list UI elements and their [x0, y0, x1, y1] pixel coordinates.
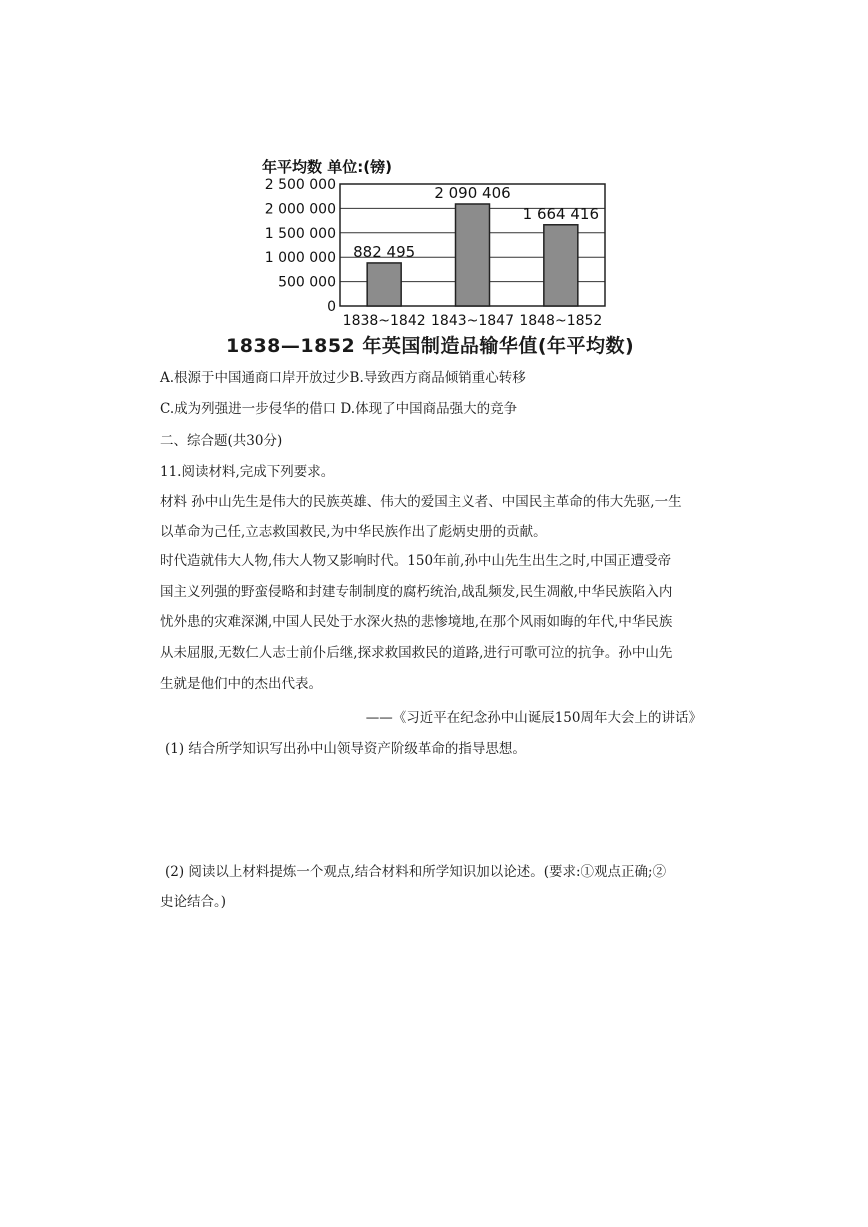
- y-tick-label: 2 000 000: [264, 201, 336, 218]
- sub-question-2: (2) 阅读以上材料提炼一个观点,结合材料和所学知识加以论述。(要求:①观点正确;②: [165, 864, 667, 880]
- y-axis-label: 年平均数 单位:(镑): [262, 158, 392, 176]
- y-tick-label: 1 500 000: [264, 225, 336, 242]
- chart-title: 1838—1852 年英国制造品输华值(年平均数): [226, 335, 635, 357]
- y-tick-label: 1 000 000: [264, 250, 336, 267]
- data-label: 1 664 416: [522, 204, 600, 223]
- x-tick-label: 1843~1847: [431, 313, 514, 329]
- data-label: 2 090 406: [434, 183, 511, 202]
- material-line: 忧外患的灾难深渊,中国人民处于水深火热的悲惨境地,在那个风雨如晦的年代,中华民族: [160, 614, 673, 630]
- x-tick-label: 1838~1842: [342, 313, 426, 329]
- y-tick-label: 0: [327, 299, 336, 315]
- bar: [367, 263, 401, 306]
- material-line: 从未屈服,无数仁人志士前仆后继,探求救国救民的道路,进行可歌可泣的抗争。孙中山先: [160, 645, 673, 661]
- material-source: ——《习近平在纪念孙中山诞辰150周年大会上的讲话》: [365, 710, 702, 726]
- material-line: 时代造就伟大人物,伟大人物又影响时代。150年前,孙中山先生出生之时,中国正遭受帝: [160, 553, 672, 569]
- y-tick-label: 500 000: [278, 274, 336, 291]
- section-heading: 二、综合题(共30分): [160, 433, 283, 449]
- y-tick-label: 2 500 000: [264, 177, 336, 193]
- material-line: 材料 孙中山先生是伟大的民族英雄、伟大的爱国主义者、中国民主革命的伟大先驱,一生: [160, 494, 682, 510]
- material-line: 生就是他们中的杰出代表。: [160, 676, 322, 692]
- sub-question-2-cont: 史论结合。): [160, 894, 227, 910]
- material-line: 国主义列强的野蛮侵略和封建专制制度的腐朽统治,战乱频发,民生凋敝,中华民族陷入内: [160, 584, 673, 600]
- option-line-cd: C.成为列强进一步侵华的借口 D.体现了中国商品强大的竞争: [160, 401, 518, 417]
- x-tick-label: 1848~1852: [519, 313, 603, 329]
- material-line: 以革命为己任,立志救国救民,为中华民族作出了彪炳史册的贡献。: [160, 524, 547, 540]
- bar: [456, 204, 490, 306]
- option-line-ab: A.根源于中国通商口岸开放过少B.导致西方商品倾销重心转移: [160, 370, 526, 386]
- data-label: 882 495: [353, 242, 416, 261]
- question-number: 11.阅读材料,完成下列要求。: [160, 464, 335, 480]
- sub-question-1: (1) 结合所学知识写出孙中山领导资产阶级革命的指导思想。: [165, 741, 526, 757]
- bar: [544, 225, 578, 306]
